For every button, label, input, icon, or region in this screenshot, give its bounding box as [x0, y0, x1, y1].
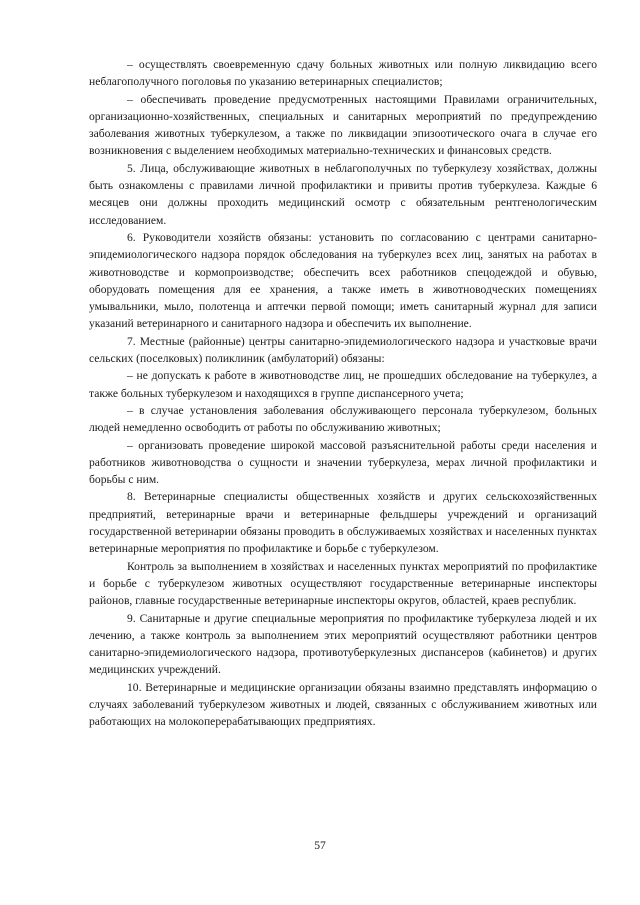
paragraph: – не допускать к работе в животноводстве лиц, не прошедших обследование на туберкулез, а также больных туберкулезом и находящихся в группе диспансерного учета;: [89, 369, 597, 400]
paragraph: – организовать проведение широкой массовой разъяснительной работы среди населения и работников животноводства о сущности и значении туберкулеза, мерах личной профилактики и борьбы с ним.: [89, 438, 597, 487]
document-body: [89, 56, 597, 731]
paragraph: 8. Ветеринарные специалисты общественных хозяйств и других сельскохозяйственных предприятий, ветеринарные врачи и ветеринарные фельдшеры учреждений и организаций государственной ветеринарии обязаны проводить в обслуживаемых хозяйствах и населенных пунктах ветеринарные мероприятия по профилактике и борьбе с туберкулезом.: [89, 490, 597, 556]
paragraph: – обеспечивать проведение предусмотренных настоящими Правилами ограничительных, организационно-хозяйственных, специальных и санитарных мероприятий по предупреждению заболевания животных туберкулезом, а также по ликвидации эпизоотического очага в случае его возникновения с выделением необходимых материально-технических и финансовых средств.: [89, 92, 597, 158]
paragraph: 6. Руководители хозяйств обязаны: установить по согласованию с центрами санитарно-эпидемиологического надзора порядок обследования на туберкулез всех лиц, занятых на работах в животноводстве и кормопроизводстве; обеспечить всех работников спецодеждой и обувью, оборудовать помещения для ее хранения, а также иметь в животноводческих помещениях умывальники, мыло, полотенца и аптечки первой помощи; иметь санитарный журнал для записи указаний ветеринарного и санитарного надзора и обеспечить их выполнение.: [89, 230, 597, 331]
paragraph: 7. Местные (районные) центры санитарно-эпидемиологического надзора и участковые врачи сельских (поселковых) поликлиник (амбулаторий) обязаны:: [89, 334, 597, 366]
page-number: 57: [314, 839, 326, 852]
paragraph: Контроль за выполнением в хозяйствах и населенных пунктах мероприятий по профилактике и борьбе с туберкулезом животных осуществляют государственные ветеринарные инспекторы районов, главные государственные ветеринарные инспекторы округов, областей, краев республик.: [89, 559, 597, 608]
paragraph: – осуществлять своевременную сдачу больных животных или полную ликвидацию всего неблагополучного поголовья по указанию ветеринарных специалистов;: [89, 58, 597, 89]
paragraph: 5. Лица, обслуживающие животных в неблагополучных по туберкулезу хозяйствах, должны быть ознакомлены с правилами личной профилактики и привиты против туберкулеза. Каждые 6 месяцев они должны проходить медицинский осмотр с обязательным рентгенологическим исследованием.: [89, 161, 597, 227]
paragraph: – в случае установления заболевания обслуживающего персонала туберкулезом, больных людей немедленно освободить от работы по обслуживанию животных;: [89, 403, 597, 435]
paragraph: 10. Ветеринарные и медицинские организации обязаны взаимно представлять информацию о случаях заболеваний туберкулезом животных и людей, связанных с обслуживанием животных или работающих на молокоперерабатывающих предприятиях.: [89, 680, 597, 729]
paragraph: 9. Санитарные и другие специальные мероприятия по профилактике туберкулеза людей и их лечению, а также контроль за выполнением этих мероприятий осуществляют работники центров санитарно-эпидемиологического надзора, противотуберкулезных диспансеров (кабинетов) и других медицинских учреждений.: [89, 611, 597, 677]
